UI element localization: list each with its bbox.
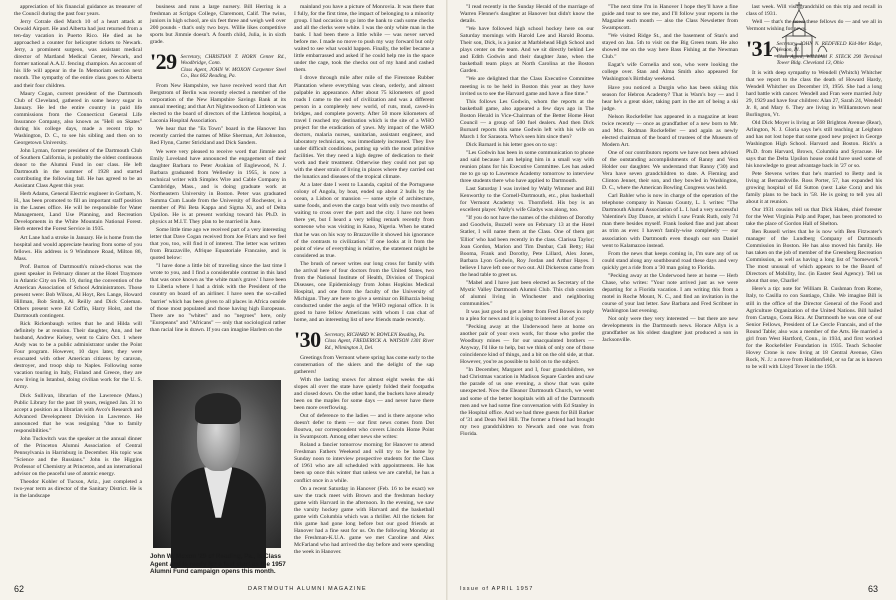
body-paragraph: On a recent Saturday in Hanover (Feb. 16 to be exact) we saw the track meet with Brown and the freshman hockey game with Harvard in the afternoon. In the evening, we saw the varsity hockey game with Harvard and the basketball game with Columbia which was a thriller. All the tickets for this game had gone long before but our good friends at Hanover had a fine seat for us. On the following Monday at the Freshman-K.U.A. game we met Caroline and Alex McFarland who had arrived the day before and were spending the week in Hanover.: [294, 485, 434, 555]
body-paragraph: appreciation of his financial guidance as treasurer of the Council during the past four years.: [14, 4, 142, 18]
body-paragraph: John Lyman, former president of the Dartmouth Club of Southern California, is probably the oldest continuous donor to the Alumni Fund in our class. He left Dartmouth in the summer of 1928 and started contributing the following fall. He has agreed to be an Assistant Class Agent this year.: [14, 147, 142, 190]
body-paragraph: "Les Godwin has been in some communication to phone and said because I am helping him in a small way with reunion plans for his Executive Committee. Les has asked me to go up to Lawrence Academy tomorrow to interview three students there who have applied to Dartmouth.: [460, 149, 594, 185]
body-paragraph: I drove through mile after mile of the Firestone Rubber Plantation where everything was clean, orderly, and almost palpable in appearance. After about 75 kilometers of good roads I came to the end of civilization and was a different person in a completely new world, of ruts, mud, caved-in bridges, and complete poverty. After 50 more kilometers of travel I reached my destination which is the site of a WHO project for the eradication of yaws. My impact of the WHO doctors, malaria nurses, sanitarian, assistant engineer, and laboratory technicians, was immediately increased. They live under difficult conditions, putting up with the most primitive facilities. Yet they need a high degree of dedication to their work and their treatment. Otherwise they could not put up with the sheer strain of living in places where they carried out the lunatics and diseases of the tropical climate.: [294, 75, 434, 181]
body-paragraph: Eagat's wife Cornelia and son, who were looking the college over. Stan and Alma Smith also appeared for Washington's Birthday weekend.: [602, 62, 738, 83]
class-31-agent: Class Agent, WILLIAM F. STECK 290 Terminal Tower Bldg. Cleveland 13, Ohio: [776, 53, 882, 66]
body-paragraph: Roland a fancier tomorrow morning for Hanover to attend Freshman Fathers Weekend and will try to be home by Sunday noon to interview prospective students for the Class of 1961 who are all scheduled with appointments. He has been up once this winter that unless we are careful, he has a conflict once in a while.: [294, 442, 434, 484]
left-column-1: [14, 4, 142, 574]
body-paragraph: Herb Adams, General Electric engineer in Gorham, N. H., has been promoted to fill an important staff position in the Lasnes office. He will be responsible for Water Management, Land Use Planning, and Recreation Developments in the White Mountain National Forest. Herb entered the Forest Service in 1935.: [14, 191, 142, 233]
body-paragraph: This follows Les Godwin, whom the reports at the basketball game, also appeared a few days ago in The Boston Herald in Vice-Chairman of the Better Home Heat Council — a group of 500 fuel dealers. And then Dick Burnard reports this same Godwin left with his wife on March 1 for Sarasota. Who's seen him since then?: [460, 98, 594, 140]
left-column-3: [294, 4, 434, 574]
portrait-photo: [153, 380, 281, 548]
body-paragraph: Here's a tip: note for William B. Cushman from Rome, Italy, to Casilla ro con Santiago, Chile. We imagine Bill is still in the office of the Director General of the Food and Agriculture Organization of the United Nations. Bill hailed from Cartago, Costa Rica. At Dartmouth he was one of our Senior Fellows, President of Le Cercle Francais, and of the Round Table; also was a member of the Arts. He married a girl from West Hartford, Conn., in 1934, and first worked for the Rockefeller Foundation in 1935. Teach Schooler Hovey Crone is now living at 18 Central Avenue, Glen Rock, N. J.: a move from Haddonfield, or so far as is known to be will with Lloyd Tower in the 1959.: [746, 286, 882, 370]
body-paragraph: Carl Bahler who is now in charge of the operation of the telephone company in Nassau County, L. I. writes: "The Dartmouth Alumni Association of L. I. had a very successful Valentine's Day Dance, at which I saw Frank Ruth, only 74 man there besides myself. Frank looked fine and just about as trim as ever. I haven't family-wise completely — our association with Dartmouth even though our son Daniel went to Kalamazoo instead.: [602, 193, 738, 249]
body-paragraph: From the news that keeps coming in, I'm sure any of us could stand along any southbound road these days and very quickly get a ride from a '30 man going to Florida.: [602, 250, 738, 271]
body-paragraph: Theodor Kohler of Tucson, Ariz., just completed a two-year term as director of the Sanitary District. He is in the landscape: [14, 479, 142, 500]
body-paragraph: Out of deference to the ladies — and is there anyone who doesn't defer to them — our first news comes from Dot Boutwa, our correspondent who covers Lincoln Home Point in Swampscott. Among other news she writes:: [294, 413, 434, 441]
magazine-title: DARTMOUTH ALUMNI MAGAZINE: [248, 586, 367, 592]
body-paragraph: John Tuckwitch was the speaker at the annual dinner of the Princeton Alumni Association of Central Pennsylvania in Harrisburg in December. His topic was "Science and the Russians." John is the Higgins Professor of Chemistry at Princeton, and an international advisor on the peaceful use of atomic energy.: [14, 435, 142, 478]
body-paragraph: The brush of newer writes our long cross for family with the arrival here of four doctors from the United States, two from the National Institute of Health, Division of Tropical Diseases, one Epidemiology from Johns Hopkins Medical Hospital, and one from the faculty of the University of Michigan. They are here to give a seminar on Bilharzia being conducted under the aegis of the WHO regional office. It is good to have fellow Americans with whom I can chat of home, and an interesting list of new friends made recently.: [294, 260, 434, 324]
issue-date: Issue of APRIL 1957: [460, 586, 534, 592]
body-paragraph: Rick Rickenbaugh writes that he and Hilda will definitely be at reunion. Their daughter, Ann, and her husband, Andrew Kelsey, went to Cairo Oct. 1 where Andy was to be a public administrator under the Point Four program. However, 10 days later, they were evacuated with other American citizens by caravan, destroyer, and troop ship to Naples. Following some vacation touring in Italy, Finland and Greece, they are now living in Istanbul, doing civilian work for the U. S. Army.: [14, 321, 142, 391]
left-page-number: 62: [14, 584, 25, 594]
body-paragraph: Last Saturday I was invited by Wally Wimmer and Bill Kenworthy to the Cornell-Dartmouth, etc., plus basketball for Vermont Academy vs. Thornfield. His boy is an excellent player. Wally's wife Gladys was along, too.: [460, 186, 594, 214]
body-paragraph: mainland you have a picture of Monrovia. It was there that I fully, for the first time, the impact of belonging to a minority group. I had occasion to go into the bank to cash some checks and all the clerks were white. I was the only white man in the bank. I had been there a little while — was never served before me. I made no move to push my way forward but only waited to see what would happen. Finally, the teller became a little embarrassed and asked if he could help me in the space under the cage, took the checks out of my hand and cashed them.: [294, 4, 434, 74]
right-page: [448, 0, 896, 600]
body-paragraph: It is with deep sympathy to Wendell (Whitch) Whitcher that we report to the class the death of Howard Hardy, Wendell Whitcher on December 19, 1956. She had a long hard battle with cancer. Wendell and Fran were married July 29, 1929 and have four children: Alan 27, Sarah 24, Wendell Jr. 8, and Mary 6. They are living in Williamstown near Burlington, Vt.: [746, 70, 882, 119]
class-29-agent: Class Agent, JOHN W. MOXON Carpenter Steel Co., Box 662 Reading, Pa.: [180, 66, 286, 79]
body-paragraph: Old Dick Moyer is living at 568 Brighton Avenue (Rear), Arlington, N. J. Gloria says he's still teaching at Leighton and has not lost hope that some good new project in George Washington High School. Harvard and Boston. Rich's a Ph.D. from Harvard, Brown, Columbia and Syracuse. He says that the Delta Upsilon house could have used some of his knowledge to great advantage back in '27 or so.: [746, 120, 882, 169]
body-paragraph: "We have followed high school hockey here on our Saturday mornings with Harold Lee and Harold Booma. Their son, Dick, is a junior at Marblehead High School and plays center on the team. And we sit directly behind Lee and Edith Godwin and their daughter Jane, when the basketball team plays at North Carolina at the Boston Garden.: [460, 26, 594, 75]
body-paragraph: Dick Barnard is his letter goes on to say:: [466, 141, 558, 148]
body-paragraph: "We visited Ridge St., and the basement of Stan's and stayed on Jan. 5th to visit on the Big Green team. He also showed me on the way here Bass Fishing at the Newman Club.": [602, 33, 738, 61]
body-paragraph: "Pecking away at the Underwood here at home on another pair of your own work, for those who prefer the Woodbury mines — for our unacquainted brothers — Anyway, I'd like to help, but we think of only one of those coincidence kind of things, and a bit on the old side, at that. However, you're as possible to hold on to the subject.: [460, 324, 594, 366]
body-paragraph: last week. Will visit grandchild on this trip and recall in class of 1931.: [746, 4, 882, 18]
body-paragraph: Some little time ago we received part of a very interesting letter that Dave Cogan received from Joe Friars and we feel that you, too, will find it of interest. The letter was written from Brazzaville, Afrique Equatoriale Francaise, and is quoted below:: [150, 227, 286, 262]
body-paragraph: We hear that the "Es Town" board in the Hanover Inn recently carried the names of Mike Sherman, Art Johnston, Red Flynn, Carter Strickland and Dick Sanders.: [150, 126, 286, 147]
body-paragraph: Have you noticed a Durgin who has been skiing this season for Hebron Academy? That is Warn's boy — and I hear he's a great skier, taking part in the art of being a ski judge.: [602, 84, 738, 112]
body-paragraph: "I have done a little bit of traveling since the last time I wrote to you, and I find a considerable contrast in this land that was once known as 'the white man's grave.' I have been to Liberia where I had a drink with the President of the country on board of an airliner. I have seen the so-called 'barrier' which has been given to all places in Africa outside of those most populated and those having high Europeans. There are no "whites" and no "negroes" here, only "Europeans" and "Africans" — only that sociological rather than racial line is drawn. If you can imagine Harlem on the: [150, 263, 286, 333]
class-29-secretary: Secretary, CHRISTIAN T. HORN Center Rd., Woodbridge, Conn.: [180, 54, 286, 67]
body-paragraph: At a later date I went to Luanda, capital of the Portuguese colony of Angola, by boat, ended up about 2 hulls by the ocean, a Lisbon or mansion — some style of architecture, same foods, and even the cargo boat with only two months of waiting to cross over the port and the city. I have not been there yet, but I heard a very telling remark recently from someone who was visiting in Kano, Nigeria. When he stated that he was on his way to Brazzaville it showed his ignorance of the contrasts to civilization.' If one looks at it from the point of view of everything is relative, the statement might be considered as true.: [294, 182, 434, 259]
body-paragraph: Prof. Burton of Dartmouth's mixed-chorus was the guest speaker in February dinner at the Hotel Traymore in Atlantic City on Feb. 19, during the convention of the American Association of School Administrators. Those present were: Bob Wilson, Al Hoyt, Rex Lange, Howard Hillman, Bob Smith, Al Reilly and Dick Coleman. Others present were Ed Coffin, Harry Holst, and the Dartmouth contingent.: [14, 263, 142, 320]
body-paragraph: "Pecking away at the Underwood here at home — Herb Chase, who writes: "Your note arrived just as we were departing for a Florida vacation. I am writing this from a motel in Roche Mount, N. C., and find an invitation in the course of your last letter. Saw Barbara and Fred Scribner in Washington last evening.: [602, 272, 738, 314]
body-paragraph: We were very pleased to receive word that Jimmie and Emily Loveland have announced the engagement of their daughter Barbara to Peter Avakian of Englewood, N. J. Barbara graduated from Wellesley in 1955, is now a technical writer with Simplex Wire and Cable Company in Cambridge, Mass., and is doing graduate work at Northeastern University in Boston. Peter was graduated Summa Cum Laude from the University of Rochester, is a member of Phi Beta Kappa and Sigma Xi, and of Delta Upsilon. He is at present working toward his Ph.D. in physics at M.I.T. They plan to be married in June.: [150, 148, 286, 225]
body-paragraph: business and runs a large nursery. Bill Herring is a freshman at Scripps College, Claremont, Calif. The twins, juniors in high school, are six feet three and weigh well over 200 pounds - that's only two boys. Willie likes competitive sports but Jimmie doesn't. A fourth child, Julia, is in sixth grade.: [150, 4, 286, 46]
body-paragraph: Art Lane had a stroke in January. He is home from the hospital and would appreciate hearing from some of you fellows. His address is 9 Windmore Road, Milton 86, Mass.: [14, 234, 142, 262]
body-paragraph: "In December, Margaret and I, four grandchildren, we had Christmas vacation in Madison Square Garden and saw the parade of us one evening, a show that was quite unexpected. Now the Eleanor Dartmouth Church, we went and some of the better hospitals with all of the Dartmouth men and we had some fine conversation with Ed Stanley in the Hospital office. And we had three guests for Bill Barker of '31 and Dean Neil Hill. The former a friend had brought my two grandchildren to Newark and one was from Florida.: [460, 367, 594, 437]
body-paragraph: "I read recently in the Sunday Herald of the marriage of Warren Flenner's daughter at Hanover but didn't know the details.: [460, 4, 594, 25]
class-30-secretary: Secretary, RICHARD W. BOWLEN Reading, Pa.: [324, 332, 426, 339]
body-paragraph: Not only were they very interested — but there are new developments in the Dartmouth news. Horace Allyn is a grandfather as his oldest daughter just produced a son in Jacksonville.: [602, 316, 738, 344]
class-year-30: '30: [294, 327, 321, 353]
body-paragraph: Well — that's the news these fellows do — and we all in Vermont wishing for news.: [746, 19, 882, 33]
class-29-header: [150, 49, 286, 79]
class-year-29: '29: [150, 49, 177, 75]
class-year-31: '31: [746, 36, 773, 62]
body-paragraph: Jerry Cotrale died March 10 of a heart attack at Oswald Airport. He and Alberta had just returned from a ten-day vacation in Puerto Rico. He died as he approached a counter for helicopter tickets to Newark. Jerry, a prominent surgeon, was assistant medical director of Martland Medical Center, Newark, and former national A.A.U. fencing champion. An account of his life will appear in the In Memoriam section next month. The sympathy of the entire class goes to Alberta and their four children.: [14, 19, 142, 89]
class-30-header: [294, 327, 434, 353]
body-paragraph: "The next time I'm in Hanover I hope they'll have a fine guide and tour to see me, and I'll follow your reports in the Magazine each month — also the Class Newsletter from Swampscott.: [602, 4, 738, 32]
right-column-3: [746, 4, 882, 579]
class-31-secretary: Secretary, JOHN N. REDFIELD Kid-Mer Ridge, Weston, Ill.: [776, 41, 882, 54]
right-page-number: 63: [868, 584, 879, 594]
body-paragraph: Nelson Rockefeller has appeared in a magazine at least twice recently — once as grandfather of a new born to Mr. and Mrs. Rodman Rockefeller — and again as newly elected chairman of the board of trustees of the Museum of Modern Art.: [602, 113, 738, 148]
body-paragraph: Our 1931 cousins tell us that Dick Hakes, chief forester for the West Virginia Pulp and Paper, has been promoted to take the place of Gordon Hall of Shelton.: [746, 206, 882, 227]
right-column-1: [460, 4, 594, 579]
body-paragraph: "Mabel and I have just been elected as Secretary of the Mystic Valley Dartmouth Alumni Club. This club consists of alumni living in Winchester and neighboring communities.": [460, 279, 594, 307]
body-paragraph: Greetings from Vermont where spring has come early to the consternation of the skiers and the delight of the sap gatherers!: [294, 354, 434, 375]
body-paragraph: Ben Russell writes that he is now with Ben Fitzwater's manager of the Lundberg Company of Dartmouth Commission in Boston. He has also moved his family. He has taken on the job of member of the Greenberg Recreation Commission, as well as having a long list of "homework." The most unusual of which appears to be the Board of Directors of Mobility, Inc. (in Easter Seal Agency). Tell us about that one, Charlie!: [746, 229, 882, 285]
body-paragraph: One of our contributors reports we have not been advised of the outstanding accomplishments of Ranny and Vera Holder our daughter. We understand that Ranny ('30) and Vera have seven grandchildren to date. A Fleming and Clinton Jennet, their son, and they bowled in Washington, D. C., where the American Bowling Congress was held.: [602, 149, 738, 192]
church-sketch-illustration: [766, 0, 832, 60]
body-paragraph: Maury Cogan, current president of the Dartmouth Club of Cleveland, gathered in some heavy sugar in January. He led the entire country in paid life commissions from the Connecticut General Life Insurance Company, also known as "Hell on Skates" during his college days, made a recent trip to Washington, D. C., to see his sibling and then on to Georgetown University.: [14, 90, 142, 146]
body-paragraph: It was just good to get a letter from Fred Bowes in reply to a plea for news and it is going to interest a lot of you:: [460, 308, 594, 323]
body-paragraph: "If you do not have the names of the children of Dorothy and Goodwin, Buzzell were on February 13 at the Hotel Statler, I will name them at the Class. One of them got 'Elliot' who had been recently in the class. Clarissa Taylor; Joan Gordon, Marion and Tim Dunbar, Cali Betty; Hal Booma, Frank and Dorothy, Pete Lillard, Alex Jones, Barbara Lyon Godwin, Roy Jordan and Arthur Hayes. I believe I have left one or two out. All Dickerson came from the head table to greet us.: [460, 215, 594, 278]
left-column-2: [150, 4, 286, 333]
body-paragraph: "We are delighted that the Class Executive Committee meeting is to be held in Boston this year as they have invited us to see the Harvard game and have a fine time.": [460, 76, 594, 97]
body-paragraph: From New Hampshire, we have received word that Art Bergstrom of Berlin was recently elected a member of the corporation of the New Hampshire Savings Bank at its annual meeting; and that Art Nightwoodson of Littleton was elected to the board of directors of the Littleton hospital, a Laconia Hospital Association.: [150, 83, 286, 125]
body-paragraph: With the lasting snows for almost eight weeks the ski slopes all over the state have quietly folded their footpaths and closed down. On the other hand, the buckets have already been on the maples for some days — and never have there been more overflowing.: [294, 376, 434, 412]
body-paragraph: Dick Sullivan, librarian of the Lawrence (Mass.) Public Library for the past 18 years, resigned Jan. 31 to accept a position as a librarian with Avco's Research and Advanced Development Division in Lawrence. He announced that he was resigning "due to family responsibilities.": [14, 392, 142, 434]
right-column-2: [602, 4, 738, 579]
body-paragraph: Pete Stevens writes that he's married to Betty and is living at Bernardsville. Ross Porter, 57, has expanded his growing hospital of Ed Sutton (next Lake Cora) and his family plans to be back in '58. He is going to tell you all about it at reunion.: [746, 170, 882, 205]
class-30-agent: Class Agent, FREDERICK A. WATSON 1301 River Rd., Wilmington 3, Del.: [324, 338, 434, 351]
photo-caption: John W. Moxon '29 of Reading, Pa., is Class Agent and is ready for a fast start as the 1957 Alumni Fund campaign opens this month.: [150, 553, 286, 576]
